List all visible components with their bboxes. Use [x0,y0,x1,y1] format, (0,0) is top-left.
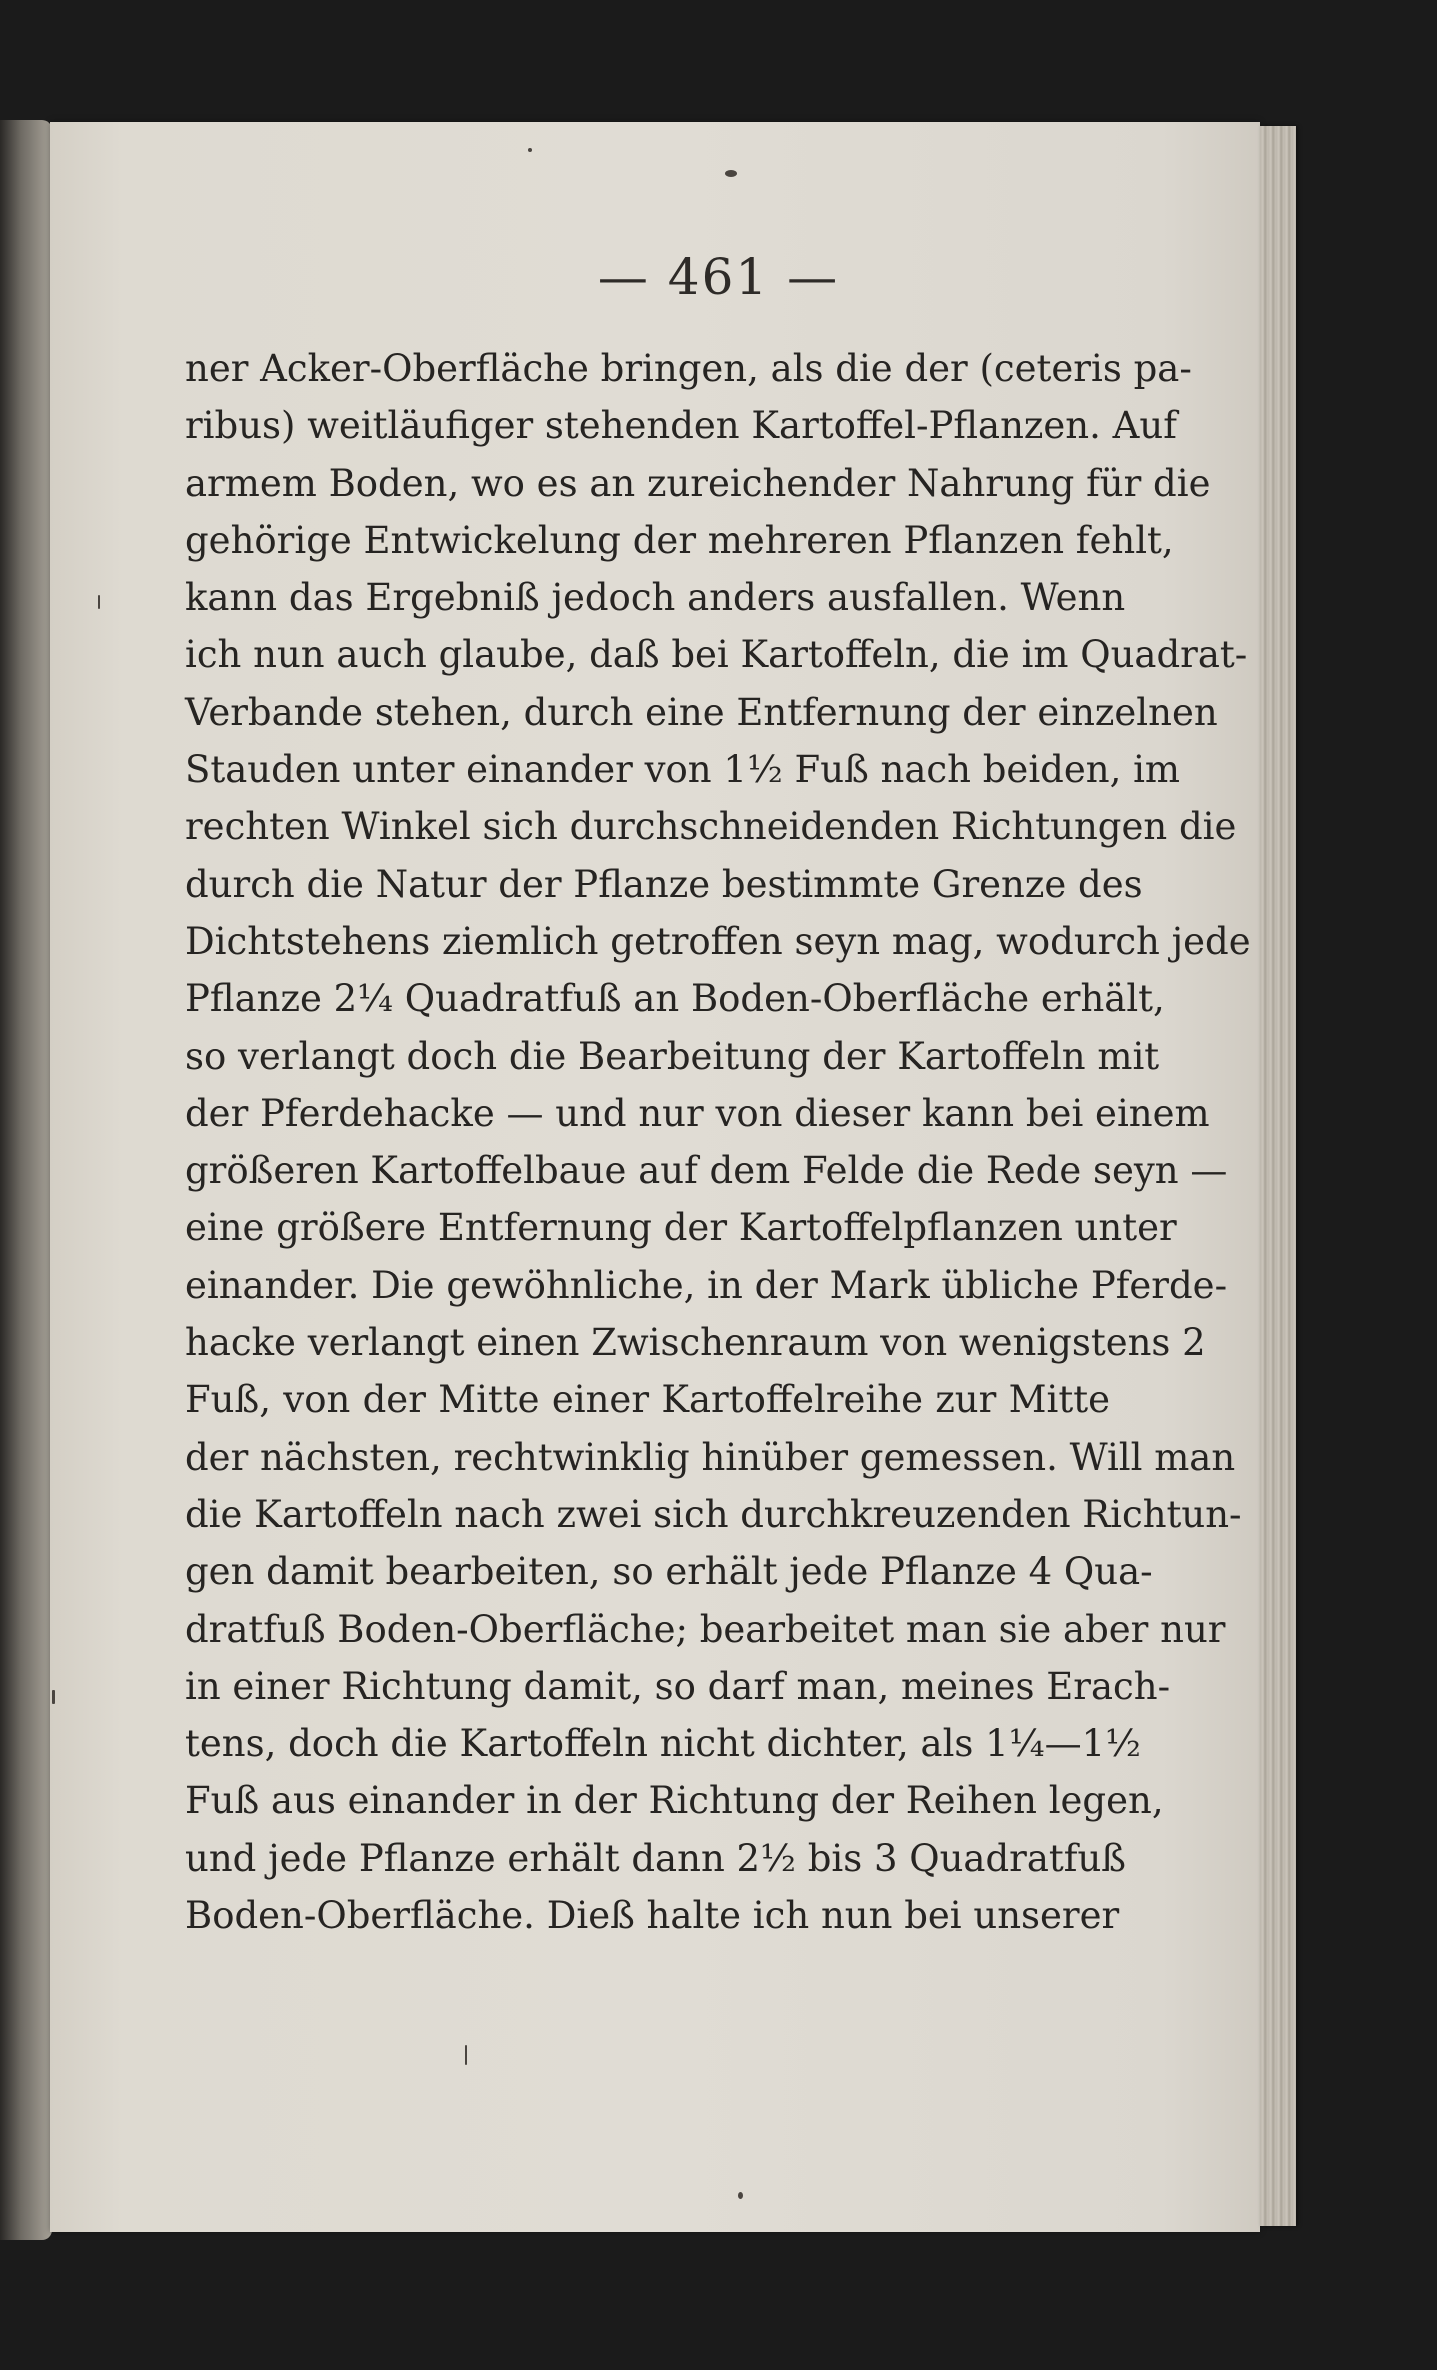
text-line: größeren Kartoffelbaue auf dem Felde die Rede seyn — [185,1149,1228,1193]
text-line: der nächsten, rechtwinklig hinüber gemessen. Will man [185,1435,1236,1479]
text-line: gen damit bearbeiten, so erhält jede Pflanze 4 Qua- [185,1550,1153,1594]
paper-speck [725,170,737,177]
text-line: Fuß, von der Mitte einer Kartoffelreihe zur Mitte [185,1378,1110,1422]
text-line: dratfuß Boden-Oberfläche; bearbeitet man sie aber nur [185,1607,1226,1651]
text-line: ribus) weitläufiger stehenden Kartoffel-Pflanzen. Auf [185,404,1177,448]
text-line: so verlangt doch die Bearbeitung der Kartoffeln mit [185,1034,1160,1078]
text-line: der Pferdehacke — und nur von dieser kann bei einem [185,1091,1210,1135]
text-line: armem Boden, wo es an zureichender Nahrung für die [185,461,1211,505]
text-line: die Kartoffeln nach zwei sich durchkreuzenden Richtun- [185,1492,1242,1536]
text-line: gehörige Entwickelung der mehreren Pflanzen fehlt, [185,518,1174,562]
paper-speck [738,2192,743,2199]
previous-page-edge [0,120,52,2240]
paper-speck [528,148,532,152]
page-number: — 461 — [597,248,840,306]
page-stack-edge [1260,126,1296,2226]
paper-speck [465,2045,467,2065]
text-line: und jede Pflanze erhält dann 2½ bis 3 Quadratfuß [185,1836,1127,1880]
text-line: Dichtstehens ziemlich getroffen seyn mag, wodurch jede [185,919,1251,963]
text-line: durch die Natur der Pflanze bestimmte Grenze des [185,862,1143,906]
text-line: ner Acker-Oberfläche bringen, als die der (ceteris pa- [185,347,1192,390]
text-line: in einer Richtung damit, so darf man, meines Erach- [185,1664,1171,1708]
text-line: Verbande stehen, durch eine Entfernung der einzelnen [185,690,1218,734]
text-line: eine größere Entfernung der Kartoffelpflanzen unter [185,1206,1177,1250]
text-line: Stauden unter einander von 1½ Fuß nach beiden, im [185,748,1181,792]
text-line: einander. Die gewöhnliche, in der Mark übliche Pferde- [185,1263,1228,1307]
body-text [185,340,1251,1944]
text-line: Fuß aus einander in der Richtung der Reihen legen, [185,1779,1164,1823]
text-line: tens, doch die Kartoffeln nicht dichter, als 1¼—1½ [185,1722,1141,1766]
text-line: kann das Ergebniß jedoch anders ausfallen. Wenn [185,576,1126,620]
text-line: rechten Winkel sich durchschneidenden Richtungen die [185,805,1237,849]
text-line: ich nun auch glaube, daß bei Kartoffeln, die im Quadrat- [185,633,1248,677]
paper-speck [52,1690,55,1704]
text-line: hacke verlangt einen Zwischenraum von wenigstens 2 [185,1321,1206,1365]
text-line: Boden-Oberfläche. Dieß halte ich nun bei unserer [185,1894,1120,1938]
paper-speck [98,595,100,609]
text-line: Pflanze 2¼ Quadratfuß an Boden-Oberfläche erhält, [185,977,1165,1021]
